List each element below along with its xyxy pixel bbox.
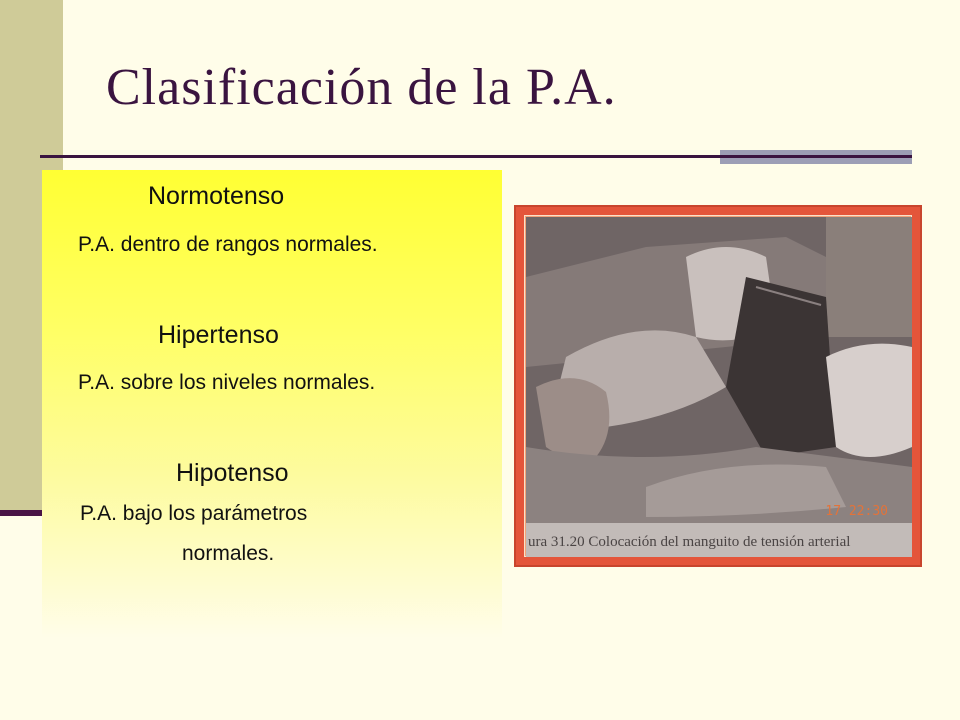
photo-frame	[516, 207, 920, 565]
blood-pressure-cuff-photo	[526, 217, 912, 557]
heading-normotenso: Normotenso	[148, 182, 285, 210]
desc-hipertenso: P.A. sobre los niveles normales.	[78, 371, 376, 394]
desc-normotenso: P.A. dentro de rangos normales.	[78, 233, 378, 256]
desc-hipotenso-line1: P.A. bajo los parámetros	[80, 502, 308, 525]
slide-title: Clasificación de la P.A.	[106, 59, 617, 116]
photo-caption: ura 31.20 Colocación del manguito de tensión arterial	[528, 534, 851, 550]
heading-hipotenso: Hipotenso	[176, 459, 289, 487]
heading-hipertenso: Hipertenso	[158, 321, 279, 349]
divider-accent	[720, 150, 912, 164]
photo-timestamp: 17 22:30	[825, 504, 888, 519]
desc-hipotenso-line2: normales.	[182, 542, 275, 565]
caption-strip	[526, 523, 912, 557]
left-band-accent	[0, 510, 42, 516]
